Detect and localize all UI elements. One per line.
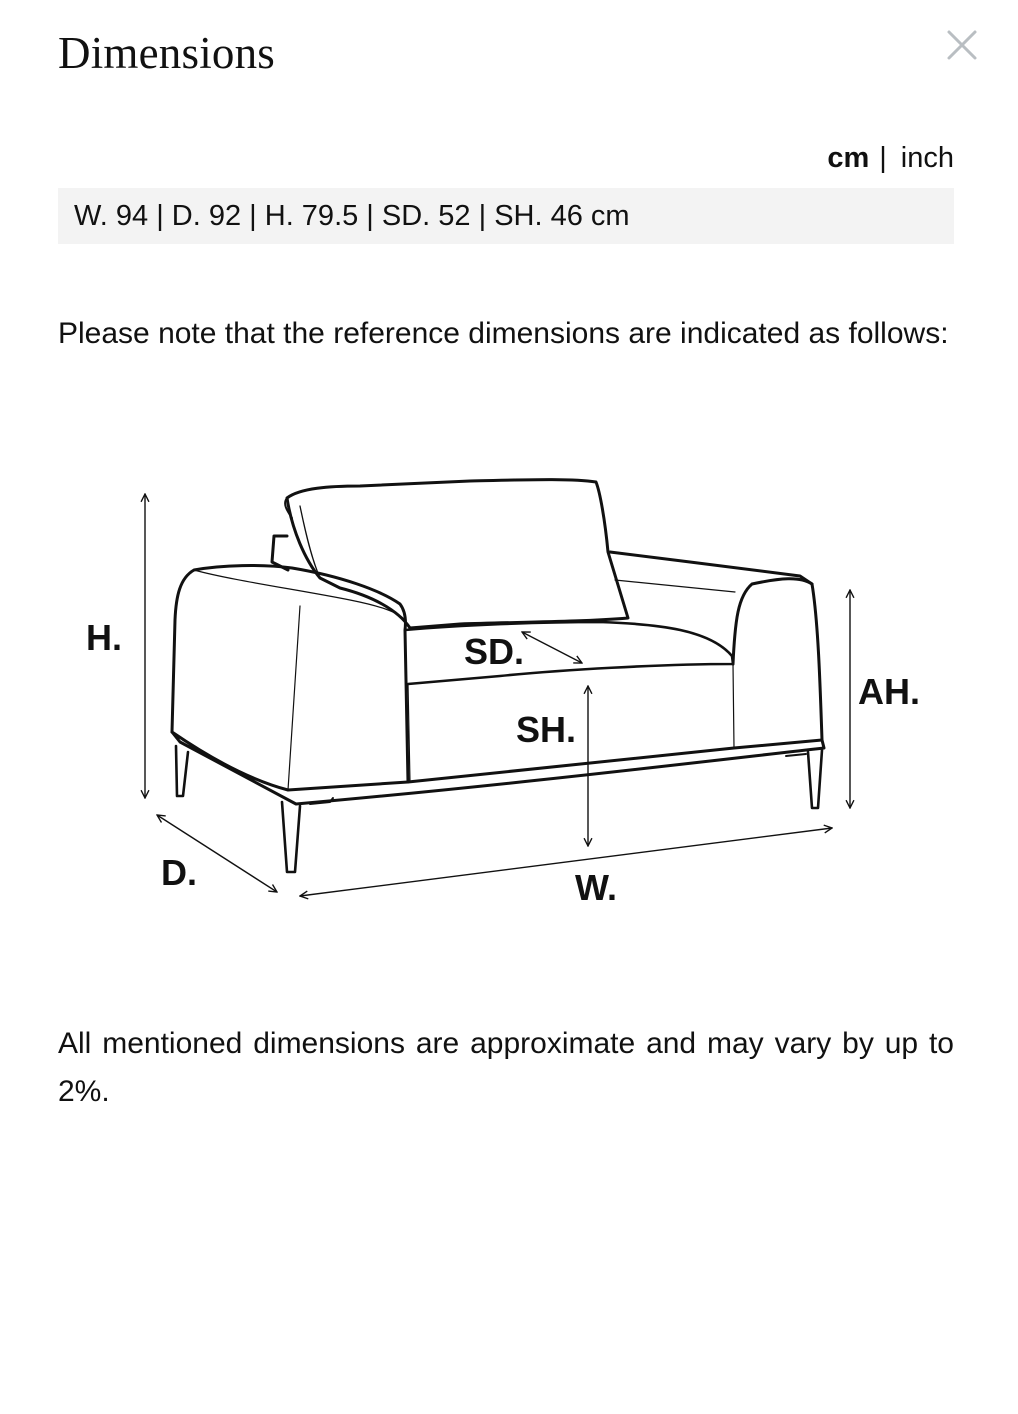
label-depth: D. — [161, 852, 197, 893]
label-seat-depth: SD. — [464, 631, 525, 672]
unit-inch-button[interactable]: inch — [900, 142, 954, 174]
unit-toggle — [827, 140, 954, 176]
approximation-note: All mentioned dimensions are approximate and may vary by up to 2%. — [58, 1027, 954, 1108]
unit-cm-button[interactable]: cm — [827, 142, 870, 174]
label-width: W. — [575, 867, 617, 908]
dimension-arrows — [145, 494, 850, 896]
modal-title: Dimensions — [58, 28, 276, 78]
close-button[interactable] — [940, 24, 984, 68]
dimensions-summary: W. 94 | D. 92 | H. 79.5 | SD. 52 | SH. 46 cm — [58, 188, 954, 244]
width-arrow — [300, 828, 832, 896]
sofa-drawing — [172, 480, 824, 872]
close-icon — [940, 24, 984, 68]
reference-note: Please note that the reference dimensions are indicated as follows: — [58, 317, 949, 350]
label-seat-height: SH. — [516, 709, 577, 750]
label-arm-height: AH. — [858, 671, 920, 712]
label-height: H. — [86, 617, 122, 658]
seat-depth-arrow — [522, 632, 582, 663]
sofa-dimension-diagram — [58, 440, 954, 940]
unit-separator: | — [879, 142, 887, 174]
